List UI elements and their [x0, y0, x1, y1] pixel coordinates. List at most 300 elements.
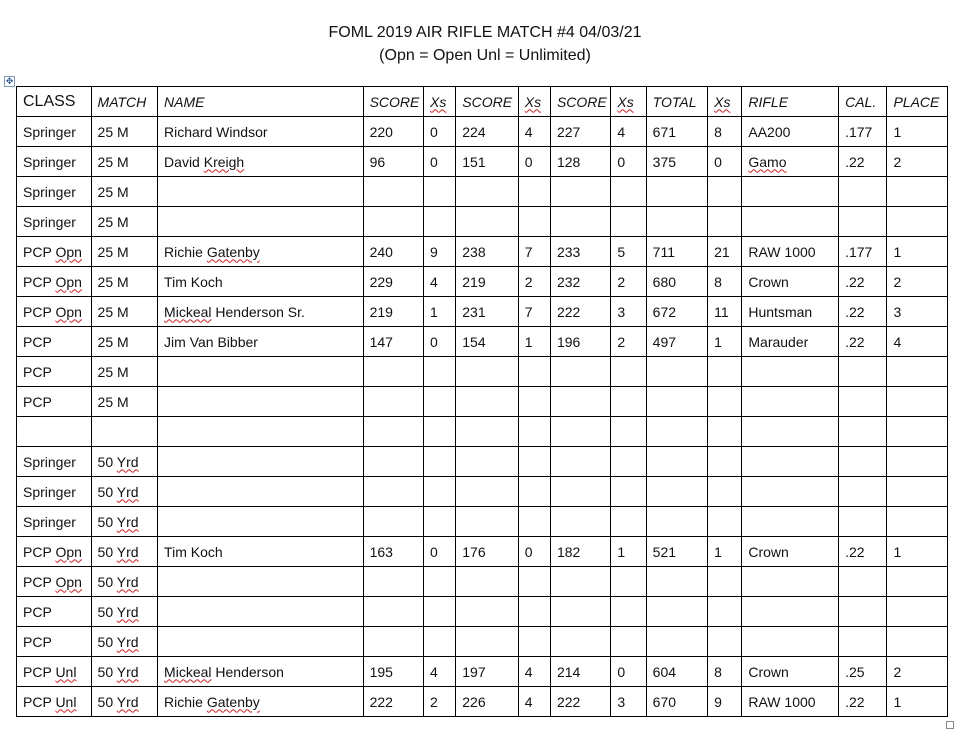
title-line-2: (Opn = Open Unl = Unlimited) [379, 47, 591, 64]
table-cell-xs-2[interactable] [518, 657, 550, 687]
table-cell-score-2[interactable] [456, 477, 518, 507]
table-cell-place[interactable] [887, 177, 948, 207]
table-cell-match[interactable] [91, 297, 158, 327]
table-cell-xs-total[interactable] [708, 267, 742, 297]
table-cell-rifle[interactable] [742, 657, 839, 687]
table-cell-name[interactable] [158, 207, 364, 237]
table-cell-xs-2[interactable] [518, 687, 550, 717]
table-cell-place[interactable] [887, 387, 948, 417]
table-cell-xs-total[interactable] [708, 687, 742, 717]
table-cell-xs-total[interactable] [708, 117, 742, 147]
table-cell-match[interactable] [91, 387, 158, 417]
table-cell-score-3[interactable] [550, 627, 610, 657]
table-cell-class[interactable] [17, 657, 92, 687]
table-cell-rifle[interactable] [742, 477, 839, 507]
cell-text: 8 [714, 663, 722, 680]
table-cell-xs-total[interactable] [708, 417, 742, 447]
table-cell-total[interactable] [646, 177, 707, 207]
table-cell-score-2[interactable] [456, 117, 518, 147]
table-cell-total[interactable] [646, 357, 707, 387]
table-cell-place[interactable] [887, 447, 948, 477]
table-cell-cal[interactable] [839, 387, 887, 417]
table-cell-xs-2[interactable] [518, 507, 550, 537]
column-header-xs-1: Xs [424, 87, 456, 117]
table-cell-match[interactable] [91, 597, 158, 627]
table-cell-match[interactable] [91, 537, 158, 567]
table-cell-xs-2[interactable] [518, 357, 550, 387]
table-cell-xs-3[interactable] [611, 117, 646, 147]
table-cell-xs-3[interactable] [611, 597, 646, 627]
table-cell-score-3[interactable] [550, 147, 610, 177]
table-cell-score-2[interactable] [456, 147, 518, 177]
table-cell-score-1[interactable] [363, 507, 423, 537]
table-cell-total[interactable] [646, 627, 707, 657]
table-cell-match[interactable] [91, 357, 158, 387]
table-cell-xs-2[interactable] [518, 117, 550, 147]
table-cell-class[interactable] [17, 297, 92, 327]
table-cell-score-2[interactable] [456, 357, 518, 387]
table-cell-name[interactable] [158, 177, 364, 207]
table-cell-total[interactable] [646, 447, 707, 477]
table-cell-xs-1[interactable] [424, 417, 456, 447]
table-cell-place[interactable] [887, 687, 948, 717]
table-cell-score-2[interactable] [456, 447, 518, 477]
table-cell-place[interactable] [887, 627, 948, 657]
table-cell-xs-1[interactable] [424, 357, 456, 387]
table-cell-total[interactable] [646, 387, 707, 417]
table-cell-name[interactable] [158, 567, 364, 597]
table-cell-score-3[interactable] [550, 417, 610, 447]
table-cell-score-3[interactable] [550, 507, 610, 537]
table-cell-xs-1[interactable] [424, 147, 456, 177]
table-cell-total[interactable] [646, 537, 707, 567]
table-cell-class[interactable] [17, 687, 92, 717]
table-cell-total[interactable] [646, 207, 707, 237]
table-cell-xs-2[interactable] [518, 627, 550, 657]
table-cell-xs-2[interactable] [518, 147, 550, 177]
table-cell-name[interactable] [158, 237, 364, 267]
table-cell-cal[interactable] [839, 627, 887, 657]
table-cell-score-3[interactable] [550, 177, 610, 207]
table-cell-cal[interactable] [839, 117, 887, 147]
table-cell-cal[interactable] [839, 687, 887, 717]
table-cell-xs-3[interactable] [611, 507, 646, 537]
table-cell-rifle[interactable] [742, 237, 839, 267]
cell-text: 50 Yrd [97, 573, 139, 590]
table-cell-place[interactable] [887, 207, 948, 237]
table-cell-class[interactable] [17, 507, 92, 537]
table-cell-score-1[interactable] [363, 147, 423, 177]
table-cell-score-2[interactable] [456, 417, 518, 447]
table-cell-score-1[interactable] [363, 687, 423, 717]
table-cell-xs-3[interactable] [611, 357, 646, 387]
table-cell-cal[interactable] [839, 477, 887, 507]
table-cell-xs-1[interactable] [424, 477, 456, 507]
table-cell-score-3[interactable] [550, 327, 610, 357]
table-cell-xs-2[interactable] [518, 537, 550, 567]
table-cell-class[interactable] [17, 387, 92, 417]
cell-text: 231 [462, 303, 486, 320]
table-cell-cal[interactable] [839, 507, 887, 537]
table-cell-name[interactable] [158, 477, 364, 507]
table-cell-score-2[interactable] [456, 267, 518, 297]
table-cell-score-3[interactable] [550, 357, 610, 387]
table-cell-score-3[interactable] [550, 657, 610, 687]
table-cell-score-2[interactable] [456, 207, 518, 237]
table-cell-rifle[interactable] [742, 597, 839, 627]
table-cell-score-2[interactable] [456, 327, 518, 357]
table-cell-rifle[interactable] [742, 267, 839, 297]
table-cell-score-3[interactable] [550, 267, 610, 297]
table-cell-score-1[interactable] [363, 327, 423, 357]
table-cell-cal[interactable] [839, 267, 887, 297]
table-cell-xs-total[interactable] [708, 237, 742, 267]
table-cell-place[interactable] [887, 147, 948, 177]
table-cell-rifle[interactable] [742, 177, 839, 207]
table-cell-name[interactable] [158, 597, 364, 627]
table-cell-name[interactable] [158, 117, 364, 147]
table-cell-total[interactable] [646, 417, 707, 447]
table-cell-score-1[interactable] [363, 567, 423, 597]
table-cell-xs-1[interactable] [424, 627, 456, 657]
cell-text: RAW 1000 [748, 243, 816, 260]
table-cell-match[interactable] [91, 177, 158, 207]
table-cell-place[interactable] [887, 237, 948, 267]
table-cell-rifle[interactable] [742, 207, 839, 237]
table-cell-xs-total[interactable] [708, 147, 742, 177]
table-cell-match[interactable] [91, 417, 158, 447]
table-cell-cal[interactable] [839, 327, 887, 357]
table-cell-class[interactable] [17, 117, 92, 147]
table-cell-rifle[interactable] [742, 537, 839, 567]
table-cell-cal[interactable] [839, 657, 887, 687]
table-cell-class[interactable] [17, 537, 92, 567]
table-cell-place[interactable] [887, 477, 948, 507]
table-cell-name[interactable] [158, 447, 364, 477]
table-cell-xs-2[interactable] [518, 597, 550, 627]
table-cell-cal[interactable] [839, 237, 887, 267]
table-cell-score-3[interactable] [550, 297, 610, 327]
table-cell-class[interactable] [17, 567, 92, 597]
table-cell-score-1[interactable] [363, 627, 423, 657]
cell-text: Springer [23, 183, 76, 200]
table-cell-xs-2[interactable] [518, 567, 550, 597]
table-cell-score-2[interactable] [456, 237, 518, 267]
table-cell-match[interactable] [91, 447, 158, 477]
table-cell-xs-1[interactable] [424, 177, 456, 207]
table-cell-name[interactable] [158, 627, 364, 657]
table-cell-score-3[interactable] [550, 117, 610, 147]
table-cell-xs-3[interactable] [611, 537, 646, 567]
table-cell-xs-1[interactable] [424, 387, 456, 417]
table-cell-xs-2[interactable] [518, 387, 550, 417]
table-cell-cal[interactable] [839, 567, 887, 597]
table-cell-rifle[interactable] [742, 507, 839, 537]
table-cell-match[interactable] [91, 117, 158, 147]
table-cell-score-1[interactable] [363, 447, 423, 477]
table-cell-rifle[interactable] [742, 687, 839, 717]
table-cell-xs-1[interactable] [424, 657, 456, 687]
table-cell-name[interactable] [158, 297, 364, 327]
table-cell-xs-3[interactable] [611, 687, 646, 717]
table-cell-total[interactable] [646, 567, 707, 597]
table-cell-place[interactable] [887, 417, 948, 447]
table-cell-xs-2[interactable] [518, 267, 550, 297]
table-cell-xs-total[interactable] [708, 597, 742, 627]
table-cell-cal[interactable] [839, 207, 887, 237]
table-cell-xs-total[interactable] [708, 387, 742, 417]
table-cell-name[interactable] [158, 357, 364, 387]
table-cell-match[interactable] [91, 237, 158, 267]
table-cell-score-2[interactable] [456, 387, 518, 417]
table-cell-rifle[interactable] [742, 567, 839, 597]
table-cell-rifle[interactable] [742, 627, 839, 657]
table-cell-name[interactable] [158, 657, 364, 687]
cell-text: 163 [369, 543, 393, 560]
table-cell-total[interactable] [646, 657, 707, 687]
table-cell-xs-2[interactable] [518, 177, 550, 207]
table-cell-class[interactable] [17, 237, 92, 267]
cell-text: 227 [556, 123, 581, 140]
table-cell-xs-total[interactable] [708, 207, 742, 237]
table-cell-score-2[interactable] [456, 687, 518, 717]
table-cell-class[interactable] [17, 597, 92, 627]
table-cell-match[interactable] [91, 207, 158, 237]
table-cell-xs-3[interactable] [611, 567, 646, 597]
table-cell-total[interactable] [646, 597, 707, 627]
table-cell-cal[interactable] [839, 357, 887, 387]
table-cell-rifle[interactable] [742, 417, 839, 447]
table-cell-xs-1[interactable] [424, 267, 456, 297]
table-resize-handle[interactable] [946, 721, 954, 729]
column-header-xs-total: Xs [708, 87, 742, 117]
table-cell-score-3[interactable] [550, 387, 610, 417]
table-cell-xs-total[interactable] [708, 177, 742, 207]
table-cell-score-2[interactable] [456, 597, 518, 627]
table-cell-place[interactable] [887, 597, 948, 627]
table-row [17, 117, 948, 147]
table-cell-xs-total[interactable] [708, 477, 742, 507]
table-cell-xs-3[interactable] [611, 267, 646, 297]
table-cell-score-2[interactable] [456, 177, 518, 207]
table-cell-match[interactable] [91, 687, 158, 717]
table-cell-class[interactable] [17, 327, 92, 357]
table-cell-xs-total[interactable] [708, 447, 742, 477]
table-row [17, 237, 948, 267]
cell-text: 2 [524, 273, 533, 290]
table-cell-score-3[interactable] [550, 237, 610, 267]
table-cell-match[interactable] [91, 507, 158, 537]
table-cell-xs-2[interactable] [518, 327, 550, 357]
table-cell-class[interactable] [17, 147, 92, 177]
table-cell-xs-3[interactable] [611, 657, 646, 687]
table-cell-score-1[interactable] [363, 417, 423, 447]
table-cell-rifle[interactable] [742, 327, 839, 357]
table-cell-xs-1[interactable] [424, 207, 456, 237]
table-cell-name[interactable] [158, 387, 364, 417]
table-cell-score-1[interactable] [363, 207, 423, 237]
table-cell-class[interactable] [17, 477, 92, 507]
table-cell-xs-3[interactable] [611, 147, 646, 177]
table-cell-name[interactable] [158, 417, 364, 447]
table-cell-class[interactable] [17, 357, 92, 387]
table-cell-class[interactable] [17, 447, 92, 477]
table-cell-score-3[interactable] [550, 207, 610, 237]
cell-text: 2 [617, 273, 626, 290]
table-cell-xs-3[interactable] [611, 417, 646, 447]
table-cell-xs-total[interactable] [708, 567, 742, 597]
table-cell-total[interactable] [646, 237, 707, 267]
table-cell-score-2[interactable] [456, 507, 518, 537]
table-cell-score-2[interactable] [456, 537, 518, 567]
table-cell-place[interactable] [887, 537, 948, 567]
table-cell-score-3[interactable] [550, 477, 610, 507]
table-cell-xs-total[interactable] [708, 657, 742, 687]
table-cell-match[interactable] [91, 627, 158, 657]
table-cell-score-3[interactable] [550, 687, 610, 717]
table-cell-score-1[interactable] [363, 117, 423, 147]
table-cell-place[interactable] [887, 327, 948, 357]
table-cell-cal[interactable] [839, 597, 887, 627]
table-cell-xs-1[interactable] [424, 537, 456, 567]
table-cell-match[interactable] [91, 477, 158, 507]
table-cell-xs-2[interactable] [518, 297, 550, 327]
cell-text: 195 [369, 663, 393, 680]
table-cell-score-1[interactable] [363, 477, 423, 507]
table-cell-total[interactable] [646, 147, 707, 177]
table-cell-xs-total[interactable] [708, 537, 742, 567]
table-cell-score-2[interactable] [456, 627, 518, 657]
table-cell-score-1[interactable] [363, 237, 423, 267]
table-cell-score-1[interactable] [363, 267, 423, 297]
table-cell-score-2[interactable] [456, 657, 518, 687]
table-cell-rifle[interactable] [742, 147, 839, 177]
table-cell-total[interactable] [646, 327, 707, 357]
table-cell-total[interactable] [646, 267, 707, 297]
table-cell-score-3[interactable] [550, 537, 610, 567]
table-cell-name[interactable] [158, 537, 364, 567]
table-cell-class[interactable] [17, 207, 92, 237]
table-cell-place[interactable] [887, 567, 948, 597]
table-cell-xs-3[interactable] [611, 627, 646, 657]
table-cell-xs-2[interactable] [518, 237, 550, 267]
table-cell-xs-3[interactable] [611, 237, 646, 267]
table-cell-xs-2[interactable] [518, 477, 550, 507]
table-cell-score-2[interactable] [456, 297, 518, 327]
table-cell-cal[interactable] [839, 417, 887, 447]
table-cell-score-3[interactable] [550, 597, 610, 627]
table-cell-score-1[interactable] [363, 387, 423, 417]
table-cell-xs-1[interactable] [424, 297, 456, 327]
table-cell-xs-3[interactable] [611, 177, 646, 207]
table-cell-xs-1[interactable] [424, 447, 456, 477]
table-cell-name[interactable] [158, 147, 364, 177]
table-cell-xs-total[interactable] [708, 357, 742, 387]
table-cell-score-1[interactable] [363, 537, 423, 567]
table-cell-class[interactable] [17, 417, 92, 447]
table-cell-place[interactable] [887, 267, 948, 297]
table-cell-place[interactable] [887, 507, 948, 537]
table-cell-xs-1[interactable] [424, 117, 456, 147]
table-cell-rifle[interactable] [742, 387, 839, 417]
table-cell-xs-3[interactable] [611, 327, 646, 357]
table-cell-xs-total[interactable] [708, 297, 742, 327]
cell-text: 670 [652, 693, 677, 710]
table-cell-rifle[interactable] [742, 297, 839, 327]
table-cell-place[interactable] [887, 117, 948, 147]
table-cell-xs-total[interactable] [708, 507, 742, 537]
table-cell-cal[interactable] [839, 177, 887, 207]
table-cell-score-3[interactable] [550, 567, 610, 597]
table-cell-total[interactable] [646, 297, 707, 327]
table-cell-xs-1[interactable] [424, 507, 456, 537]
table-cell-class[interactable] [17, 177, 92, 207]
table-cell-rifle[interactable] [742, 447, 839, 477]
table-cell-score-3[interactable] [550, 447, 610, 477]
table-cell-rifle[interactable] [742, 357, 839, 387]
table-cell-name[interactable] [158, 267, 364, 297]
table-cell-xs-1[interactable] [424, 687, 456, 717]
table-cell-xs-2[interactable] [518, 447, 550, 477]
table-cell-xs-1[interactable] [424, 567, 456, 597]
table-cell-cal[interactable] [839, 297, 887, 327]
table-cell-class[interactable] [17, 627, 92, 657]
table-cell-name[interactable] [158, 507, 364, 537]
table-cell-xs-3[interactable] [611, 297, 646, 327]
table-cell-name[interactable] [158, 327, 364, 357]
table-cell-xs-2[interactable] [518, 417, 550, 447]
cell-text: 0 [430, 123, 438, 140]
table-cell-cal[interactable] [839, 447, 887, 477]
table-cell-score-1[interactable] [363, 657, 423, 687]
cell-text: 5 [617, 243, 626, 260]
table-cell-cal[interactable] [839, 147, 887, 177]
table-cell-xs-1[interactable] [424, 327, 456, 357]
table-cell-xs-3[interactable] [611, 447, 646, 477]
table-cell-match[interactable] [91, 267, 158, 297]
table-cell-total[interactable] [646, 477, 707, 507]
table-cell-total[interactable] [646, 687, 707, 717]
table-cell-xs-total[interactable] [708, 627, 742, 657]
table-cell-match[interactable] [91, 657, 158, 687]
table-cell-cal[interactable] [839, 537, 887, 567]
table-cell-xs-3[interactable] [611, 387, 646, 417]
table-cell-class[interactable] [17, 267, 92, 297]
table-cell-name[interactable] [158, 687, 364, 717]
table-cell-score-1[interactable] [363, 357, 423, 387]
table-cell-xs-1[interactable] [424, 597, 456, 627]
table-move-handle-icon[interactable]: ✥ [5, 76, 14, 86]
table-cell-match[interactable] [91, 567, 158, 597]
table-cell-xs-total[interactable] [708, 327, 742, 357]
table-cell-match[interactable] [91, 147, 158, 177]
table-cell-score-1[interactable] [363, 177, 423, 207]
table-cell-xs-2[interactable] [518, 207, 550, 237]
table-cell-place[interactable] [887, 657, 948, 687]
table-cell-score-1[interactable] [363, 297, 423, 327]
table-cell-place[interactable] [887, 357, 948, 387]
table-cell-xs-3[interactable] [611, 207, 646, 237]
table-cell-xs-3[interactable] [611, 477, 646, 507]
table-cell-total[interactable] [646, 117, 707, 147]
table-cell-score-2[interactable] [456, 567, 518, 597]
table-cell-match[interactable] [91, 327, 158, 357]
table-cell-total[interactable] [646, 507, 707, 537]
table-cell-xs-1[interactable] [424, 237, 456, 267]
table-cell-place[interactable] [887, 297, 948, 327]
table-cell-rifle[interactable] [742, 117, 839, 147]
table-cell-score-1[interactable] [363, 597, 423, 627]
